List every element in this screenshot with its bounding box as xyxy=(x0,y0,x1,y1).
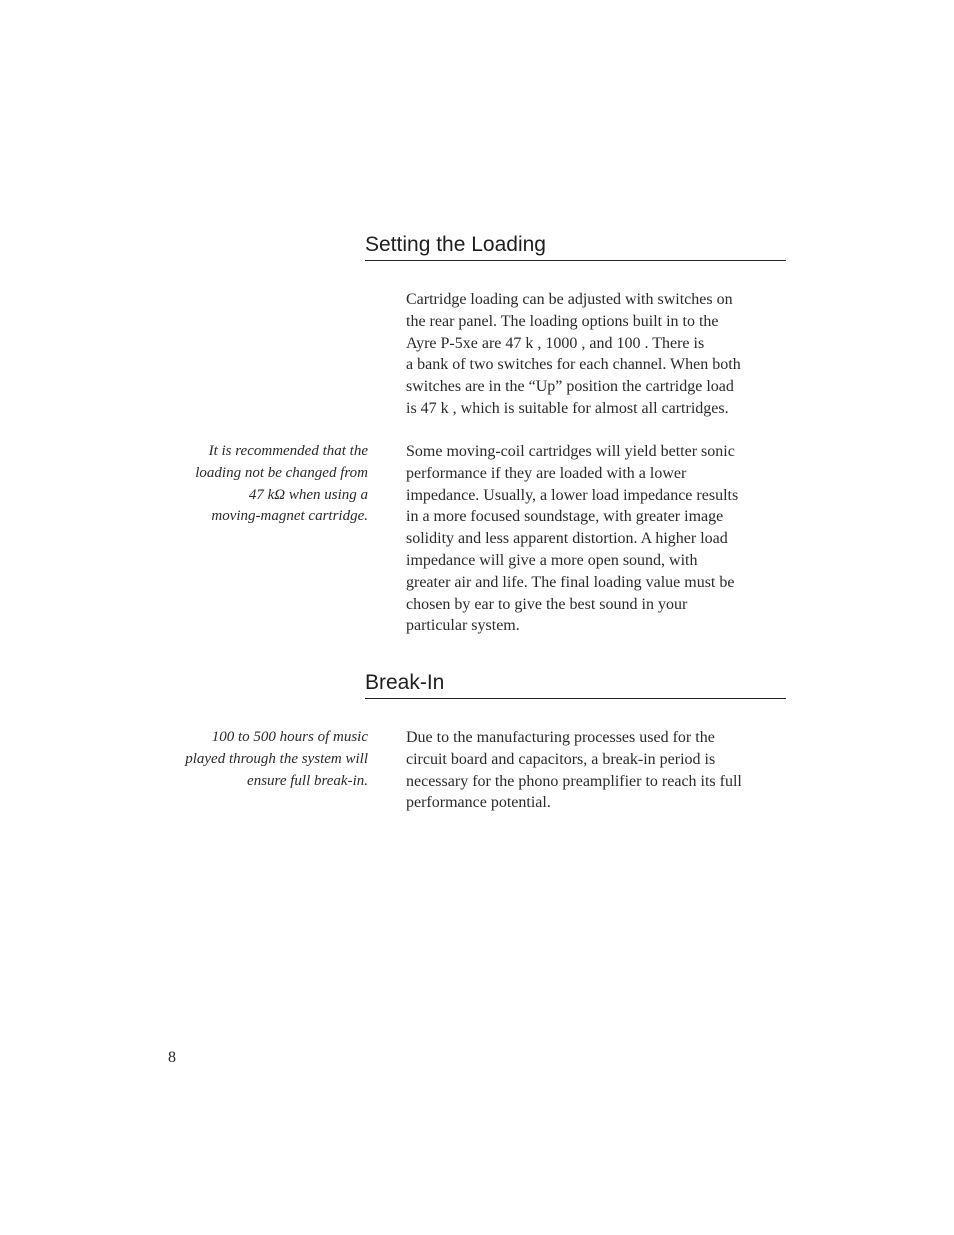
paragraph-line: switches are in the “Up” position the cartridge load xyxy=(406,378,734,396)
paragraph-line: Due to the manufacturing processes used for the xyxy=(406,729,715,746)
loading-sidenote xyxy=(128,441,368,528)
page-number: 8 xyxy=(168,1049,176,1066)
paragraph-line: performance if they are loaded with a lower xyxy=(406,464,687,482)
sidenote-line: 47 kΩ when using a xyxy=(248,486,368,503)
loading-intro-paragraph xyxy=(406,289,786,420)
paragraph-line: impedance. Usually, a lower load impedance results xyxy=(406,486,739,504)
paragraph-line: solidity and less apparent distortion. A higher load xyxy=(406,530,728,548)
paragraph-line: greater air and life. The final loading value must be xyxy=(406,573,735,591)
paragraph-line: Ayre P-5xe are 47 k , 1000 , and 100 . There is xyxy=(406,334,705,352)
sidenote-line: moving-magnet cartridge. xyxy=(211,508,368,525)
paragraph-line: in a more focused soundstage, with greater image xyxy=(406,508,724,526)
paragraph-line: Cartridge loading can be adjusted with switches on xyxy=(406,291,733,308)
moving-coil-paragraph xyxy=(406,441,786,637)
sidenote-line: It is recommended that the xyxy=(208,443,368,459)
break-in-paragraph xyxy=(406,727,786,814)
break-in-sidenote xyxy=(128,727,368,792)
sidenote-line: 100 to 500 hours of music xyxy=(211,729,368,745)
paragraph-line: is 47 k , which is suitable for almost all cartridges. xyxy=(406,399,729,417)
sidenote-line: played through the system will xyxy=(185,750,368,767)
paragraph-line: performance potential. xyxy=(406,794,551,812)
paragraph-line: chosen by ear to give the best sound in your xyxy=(406,595,688,613)
sidenote-line: loading not be changed from xyxy=(195,464,368,481)
section-heading-setting-the-loading: Setting the Loading xyxy=(365,232,786,261)
paragraph-line: necessary for the phono preamplifier to reach its full xyxy=(406,772,742,790)
paragraph-line: circuit board and capacitors, a break-in period is xyxy=(406,750,716,768)
paragraph-line: particular system. xyxy=(406,617,520,635)
paragraph-line: the rear panel. The loading options built in to the xyxy=(406,312,719,330)
section-heading-break-in: Break-In xyxy=(365,670,786,699)
paragraph-line: Some moving-coil cartridges will yield better sonic xyxy=(406,443,735,460)
paragraph-line: impedance will give a more open sound, with xyxy=(406,551,698,569)
sidenote-line: ensure full break-in. xyxy=(247,772,368,789)
paragraph-line: a bank of two switches for each channel. When both xyxy=(406,356,741,374)
